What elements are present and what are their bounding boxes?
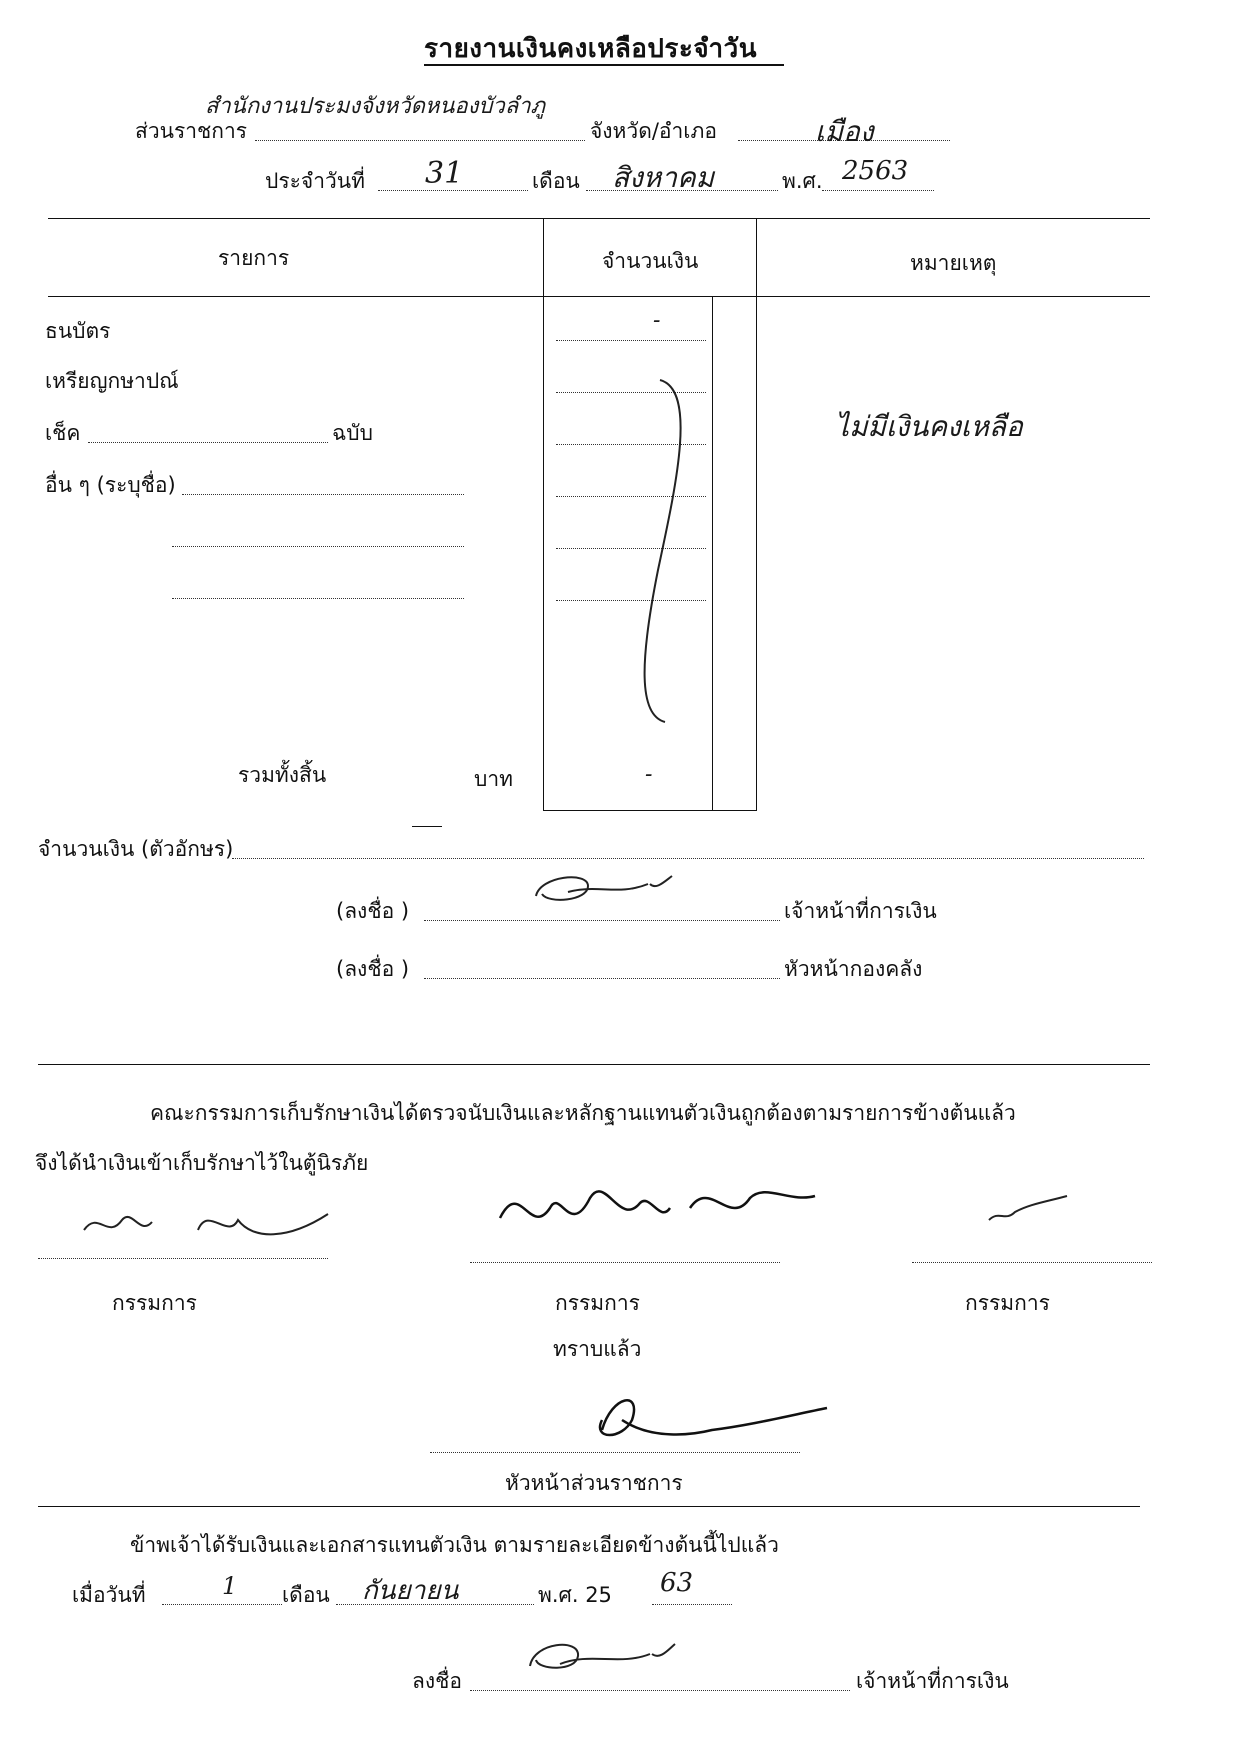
receipt-year-label: พ.ศ. 25 [538,1583,612,1607]
acknowledged-label: ทราบแล้ว [553,1337,642,1361]
amount-row-dots [556,340,706,341]
receipt-sign-label: ลงชื่อ [412,1669,462,1693]
other-dots-3 [172,598,464,599]
finance-officer-signature [528,866,678,916]
row-other: อื่น ๆ (ระบุชื่อ) [45,473,176,497]
receipt-officer-title: เจ้าหน้าที่การเงิน [856,1669,1009,1693]
agency-value: สำนักงานประมงจังหวัดหนองบัวลำภู [205,94,546,119]
committee-signature-2 [490,1168,820,1248]
sign-label: (ลงชื่อ ) [336,957,410,981]
receipt-date-value: 1 [222,1572,238,1600]
row-cheque: เช็ค [45,421,81,445]
head-of-agency-signature [562,1380,832,1470]
cheque-dots [88,442,328,443]
committee-member-2: กรรมการ [555,1291,640,1315]
section-divider-2 [38,1506,1140,1507]
committee-statement-line1: คณะกรรมการเก็บรักษาเงินได้ตรวจนับเงินและหลักฐานแทนตัวเงินถูกต้องตามรายการข้างต้นแล้ว [150,1101,1016,1125]
stray-mark [412,826,442,827]
treasury-sign-dots [424,978,780,979]
note-value: ไม่มีเงินคงเหลือ [835,410,1023,443]
receipt-year-dots [652,1604,732,1605]
committee-line-3 [912,1262,1152,1263]
receipt-year-value: 63 [660,1568,694,1598]
receipt-officer-signature [520,1630,680,1690]
agency-label: ส่วนราชการ [135,119,248,143]
treasury-head-title: หัวหน้ากองคลัง [784,957,923,981]
committee-member-3: กรรมการ [965,1291,1050,1315]
year-value: 2563 [842,156,909,186]
year-dots [822,190,934,191]
sign-label: (ลงชื่อ ) [336,899,410,923]
section-divider-1 [38,1064,1150,1065]
amount-words-dots [232,858,1144,859]
amount-dash: - [653,308,661,333]
page-title: รายงานเงินคงเหลือประจำวัน [424,34,758,64]
receipt-date-label: เมื่อวันที่ [72,1583,146,1607]
committee-line-1 [38,1258,328,1259]
finance-officer-title: เจ้าหน้าที่การเงิน [784,899,937,923]
amount-column-divider [712,296,713,811]
committee-signature-3 [985,1190,1075,1230]
total-unit: บาท [474,767,513,791]
total-value: - [645,762,653,787]
col-note-header: หมายเหตุ [910,251,997,275]
row-banknote: ธนบัตร [45,319,111,343]
other-dots-2 [172,546,464,547]
receipt-date-dots [162,1604,282,1605]
year-label: พ.ศ. [782,169,823,193]
receipt-month-value: กันยายน [362,1576,459,1606]
receipt-sign-dots [470,1690,850,1691]
day-value: 31 [425,156,464,191]
amount-bracket-mark [620,370,700,730]
committee-statement-line2: จึงได้นำเงินเข้าเก็บรักษาไว้ในตู้นิรภัย [35,1151,369,1175]
title-underline [424,64,784,66]
row-coin: เหรียญกษาปณ์ [45,369,179,393]
committee-member-1: กรรมการ [112,1291,197,1315]
head-of-agency-line [430,1452,800,1453]
agency-dots [255,140,585,141]
total-label: รวมทั้งสิ้น [238,763,327,787]
month-value: สิงหาคม [612,161,715,194]
month-label: เดือน [532,169,580,193]
col-item-header: รายการ [218,246,290,270]
province-label: จังหวัด/อำเภอ [590,119,717,143]
amount-words-label: จำนวนเงิน (ตัวอักษร) [38,837,234,861]
receipt-month-label: เดือน [282,1583,330,1607]
committee-signature-1 [78,1200,338,1260]
head-of-agency-title: หัวหน้าส่วนราชการ [505,1471,683,1495]
finance-sign-dots [424,920,780,921]
row-cheque-unit: ฉบับ [332,421,373,445]
receipt-statement: ข้าพเจ้าได้รับเงินและเอกสารแทนตัวเงิน ตามรายละเอียดข้างต้นนี้ไปแล้ว [130,1533,779,1557]
committee-line-2 [470,1262,780,1263]
day-label: ประจำวันที่ [265,169,365,193]
other-dots-1 [182,494,464,495]
col-amount-header: จำนวนเงิน [602,249,699,273]
province-value: เมือง [815,115,874,148]
